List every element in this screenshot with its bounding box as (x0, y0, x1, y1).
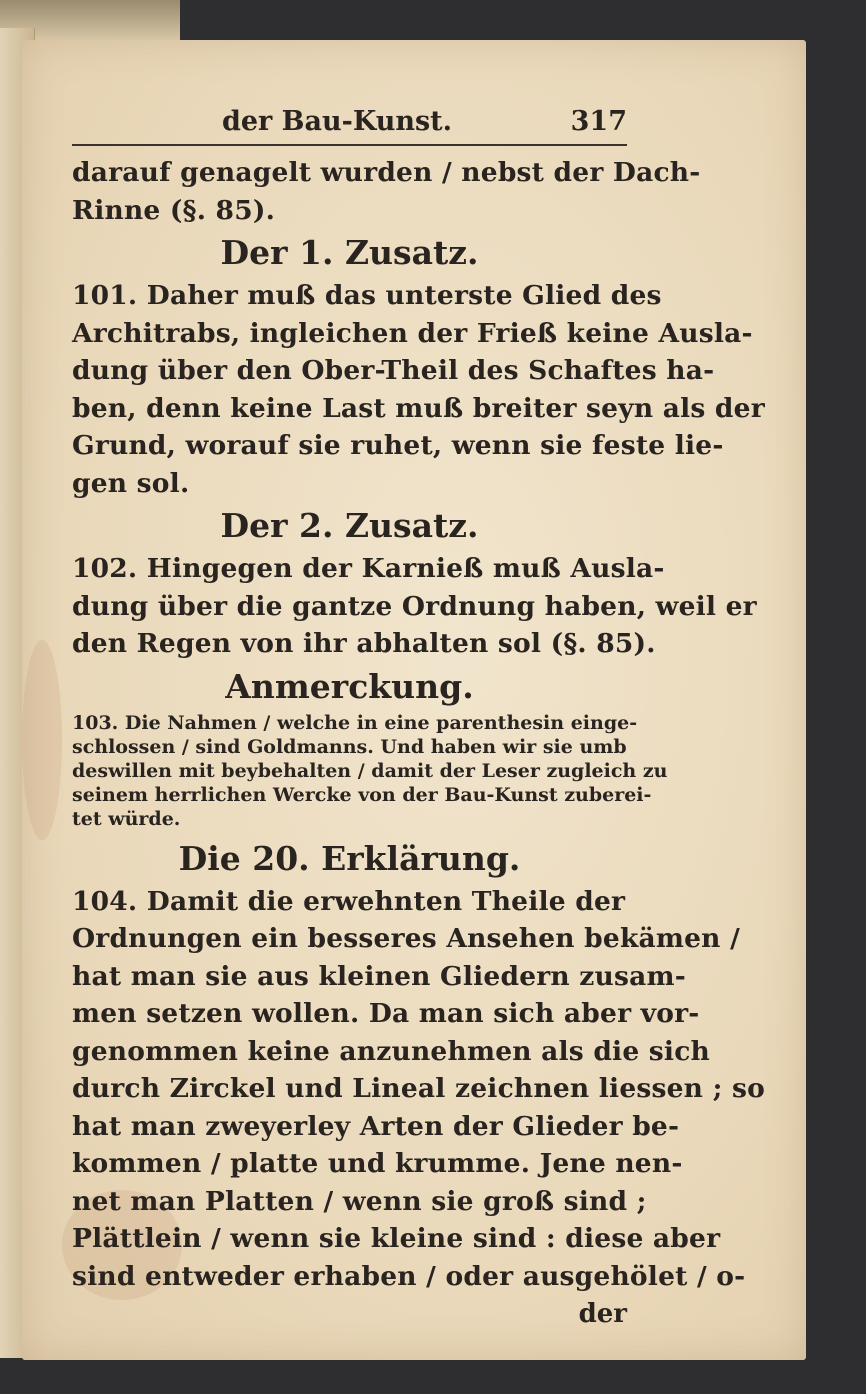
text-line: Grund, worauf sie ruhet, wenn sie feste lie- (72, 430, 724, 461)
text-line: seinem herrlichen Wercke von der Bau-Kunst zuberei- (72, 783, 652, 806)
page-number: 317 (570, 106, 627, 137)
running-head: der Bau-Kunst. (222, 106, 453, 137)
text-line: dung über die gantze Ordnung haben, weil er (72, 590, 757, 622)
text-line: hat man zweyerley Arten der Glieder be- (72, 1110, 680, 1142)
paragraph-103 (72, 711, 668, 831)
text-line: gen sol. (72, 467, 190, 499)
heading-erklaerung-20: Die 20. Erklärung. (178, 838, 521, 878)
page-header (72, 100, 627, 146)
heading-zusatz-1: Der 1. Zusatz. (220, 233, 479, 272)
text-line: deswillen mit beybehalten / damit der Leser zugleich zu (72, 759, 668, 782)
paragraph-102 (72, 550, 757, 663)
text-line: dung über den Ober-Theil des Schaftes ha- (72, 355, 715, 386)
catchword: der (578, 1299, 627, 1329)
text-line: Architrabs, ingleichen der Frieß keine Ausla- (72, 317, 753, 349)
text-line: Ordnungen ein besseres Ansehen bekämen / (72, 923, 740, 954)
heading-zusatz-2: Der 2. Zusatz. (220, 506, 479, 545)
text-line: Rinne (§. 85). (72, 194, 275, 226)
book-page (22, 40, 806, 1360)
text-line: tet würde. (72, 807, 181, 830)
text-line: Plättlein / wenn sie kleine sind : diese aber (72, 1223, 721, 1254)
text-line: 101. Daher muß das unterste Glied des (72, 280, 662, 311)
heading-anmerckung: Anmerckung. (225, 666, 474, 706)
text-line: 104. Damit die erwehnten Theile der (72, 885, 626, 917)
paper-stain (22, 640, 62, 840)
text-line: ben, denn keine Last muß breiter seyn als der (72, 392, 765, 424)
text-block (72, 100, 765, 1333)
paragraph-101 (72, 277, 765, 502)
text-line: genommen keine anzunehmen als die sich (72, 1035, 710, 1067)
text-line: 103. Die Nahmen / welche in eine parenthesin einge- (72, 711, 638, 734)
text-line: schlossen / sind Goldmanns. Und haben wir sie umb (72, 735, 627, 758)
text-line: net man Platten / wenn sie groß sind ; (72, 1185, 647, 1217)
text-line: sind entweder erhaben / oder ausgehölet / o- (72, 1260, 746, 1292)
text-line: kommen / platte und krumme. Jene nen- (72, 1148, 683, 1179)
text-line: 102. Hingegen der Karnieß muß Ausla- (72, 553, 665, 584)
text-line: durch Zirckel und Lineal zeichnen liessen ; so (72, 1073, 765, 1104)
paragraph-100-end (72, 154, 701, 229)
text-line: hat man sie aus kleinen Gliedern zusam- (72, 960, 686, 992)
text-line: den Regen von ihr abhalten sol (§. 85). (72, 628, 656, 659)
text-line: men setzen wollen. Da man sich aber vor- (72, 998, 700, 1029)
paragraph-104 (72, 883, 765, 1296)
text-line: darauf genagelt wurden / nebst der Dach- (72, 157, 701, 188)
